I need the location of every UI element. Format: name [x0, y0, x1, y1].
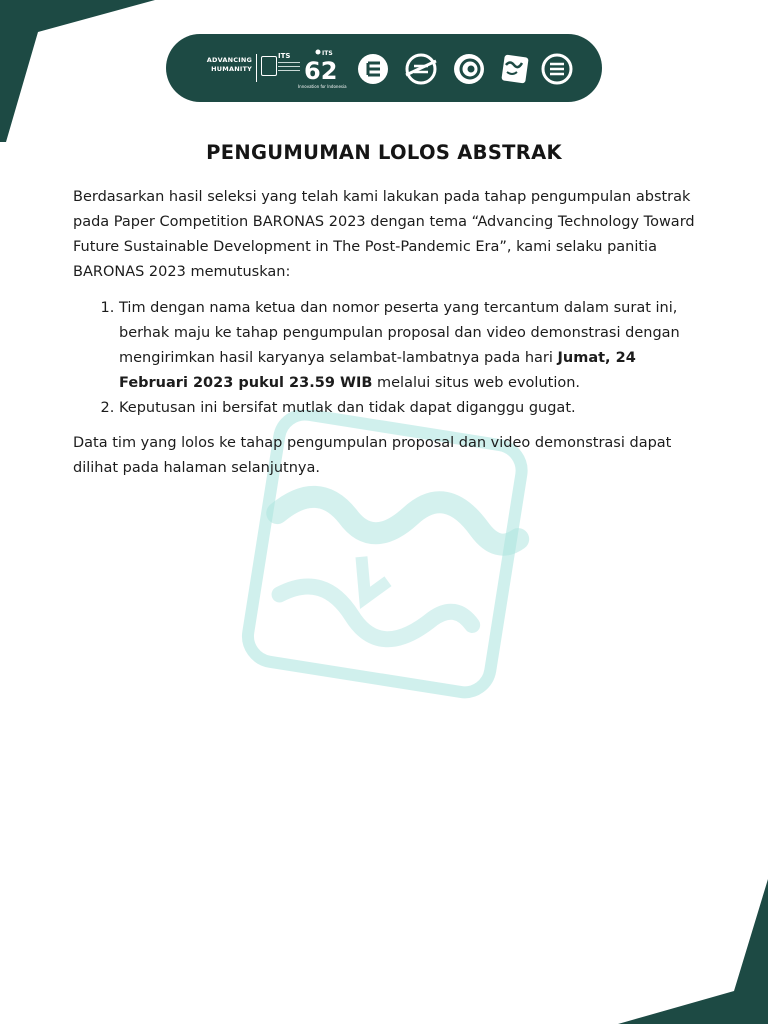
its-subtitle-lines	[278, 62, 300, 74]
brand-divider	[256, 54, 257, 82]
its-shield-icon	[261, 56, 277, 76]
tagline: Innovation for Indonesia	[298, 84, 347, 89]
decision-item-1	[119, 296, 695, 396]
closing-paragraph: Data tim yang lolos ke tahap pengumpulan proposal dan video demonstrasi dapat dilihat pada halaman selanjutnya.	[73, 435, 672, 476]
decision-item-2	[119, 396, 695, 421]
header-logo-banner	[166, 34, 602, 102]
intro-paragraph: Berdasarkan hasil seleksi yang telah kami lakukan pada tahap pengumpulan abstrak pada Paper Competition BARONAS 2023 dengan tema “Advancing Technology Toward Future Sustainable Development in The Post-Pandemic Era”, kami selaku panitia BARONAS 2023 memutuskan:	[73, 189, 695, 280]
decision-item-2-text: Keputusan ini bersifat mutlak dan tidak dapat diganggu gugat.	[119, 400, 576, 416]
decision-item-1-tail: melalui situs web evolution.	[372, 375, 581, 391]
event-logo-bars-icon	[540, 52, 574, 86]
event-logo-e-icon	[356, 52, 390, 86]
anniversary-number: 62	[304, 57, 338, 84]
announcement-content	[73, 140, 695, 481]
corner-decoration-bottom-right	[618, 879, 768, 1024]
baronas-logo-icon	[499, 52, 531, 86]
its-label: ITS	[278, 52, 291, 60]
brand-line-2: HUMANITY	[211, 65, 252, 73]
decision-item-1-text: Tim dengan nama ketua dan nomor peserta yang tercantum dalam surat ini, berhak maju ke tahap pengumpulan proposal dan video demonstrasi dengan mengirimkan hasil karyanya selambat-lambatnya pada hari	[119, 300, 680, 366]
decision-list	[73, 296, 695, 421]
corner-decoration-top-left	[0, 0, 160, 150]
deadline-text: Jumat, 24 Februari 2023 pukul 23.59 WIB	[119, 350, 636, 391]
event-logo-ring-icon	[452, 52, 486, 86]
page-title: PENGUMUMAN LOLOS ABSTRAK	[206, 141, 562, 164]
event-logo-orbit-icon	[402, 52, 440, 86]
anniversary-label: ITS	[322, 50, 333, 57]
advancing-humanity-logo	[200, 56, 252, 74]
brand-line-1: ADVANCING	[206, 56, 252, 64]
anniversary-62-icon	[302, 48, 342, 84]
